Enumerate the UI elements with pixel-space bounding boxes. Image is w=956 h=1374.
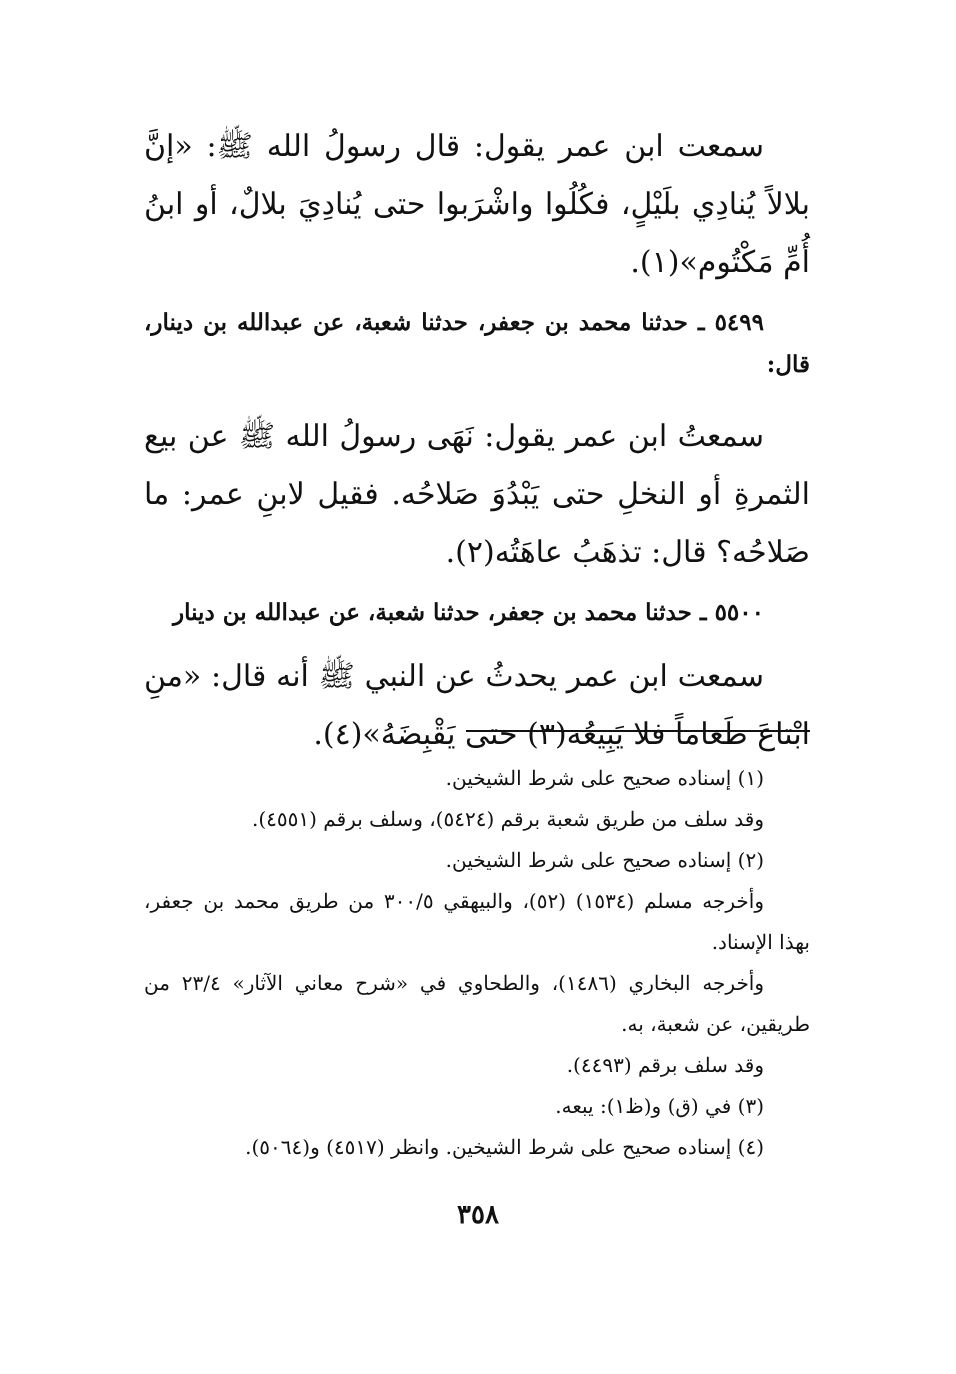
footnote-line: وقد سلف من طريق شعبة برقم (٥٤٢٤)، وسلف برقم (٤٥٥١).: [252, 807, 764, 831]
hadith-text-1: سمعت ابن عمر يقول: قال رسولُ الله ﷺ: «إنَّ بلالاً يُنادِي بلَيْلٍ، فكُلُوا واشْرَبوا حتى يُنادِيَ بلالٌ، أو ابنُ أُمِّ مَكْتُوم»(١).: [144, 129, 810, 280]
main-text: [144, 118, 810, 772]
footnote-line: (٤) إسناده صحيح على شرط الشيخين. وانظر (٤٥١٧) و(٥٠٦٤).: [245, 1135, 764, 1159]
footnote-separator: [466, 730, 810, 732]
footnotes: [144, 758, 810, 1168]
page-number: ٣٥٨: [457, 1200, 499, 1230]
footnote-line: (٢) إسناده صحيح على شرط الشيخين.: [445, 848, 764, 872]
hadith-chain-5499: ٥٤٩٩ ـ حدثنا محمد بن جعفر، حدثنا شعبة، عن عبدالله بن دينار، قال:: [144, 309, 810, 378]
hadith-text-3: سمعت ابن عمر يحدثُ عن النبي ﷺ أنه قال: «منِ ابْتاعَ طَعاماً فلا يَبِيعُه(٣) حتى يَقْبِضَهُ»(٤).: [144, 659, 810, 752]
footnote-line: (٣) في (ق) و(ظ١): يبعه.: [555, 1094, 764, 1118]
hadith-text-2: سمعتُ ابن عمر يقول: نَهَى رسولُ الله ﷺ عن بيع الثمرةِ أو النخلِ حتى يَبْدُوَ صَلاحُه. فقيل لابنِ عمر: ما صَلاحُه؟ قال: تذهَبُ عاهَتُه(٢).: [144, 419, 810, 570]
hadith-chain-5500: ٥٥٠٠ ـ حدثنا محمد بن جعفر، حدثنا شعبة، عن عبدالله بن دينار: [172, 599, 764, 626]
footnote-line: (١) إسناده صحيح على شرط الشيخين.: [445, 766, 764, 790]
footnote-line: وأخرجه البخاري (١٤٨٦)، والطحاوي في «شرح معاني الآثار» ٢٣/٤ من طريقين، عن شعبة، به.: [144, 971, 810, 1036]
footnote-line: وقد سلف برقم (٤٤٩٣).: [566, 1053, 764, 1077]
footnote-line: وأخرجه مسلم (١٥٣٤) (٥٢)، والبيهقي ٣٠٠/٥ من طريق محمد بن جعفر، بهذا الإسناد.: [144, 889, 810, 954]
